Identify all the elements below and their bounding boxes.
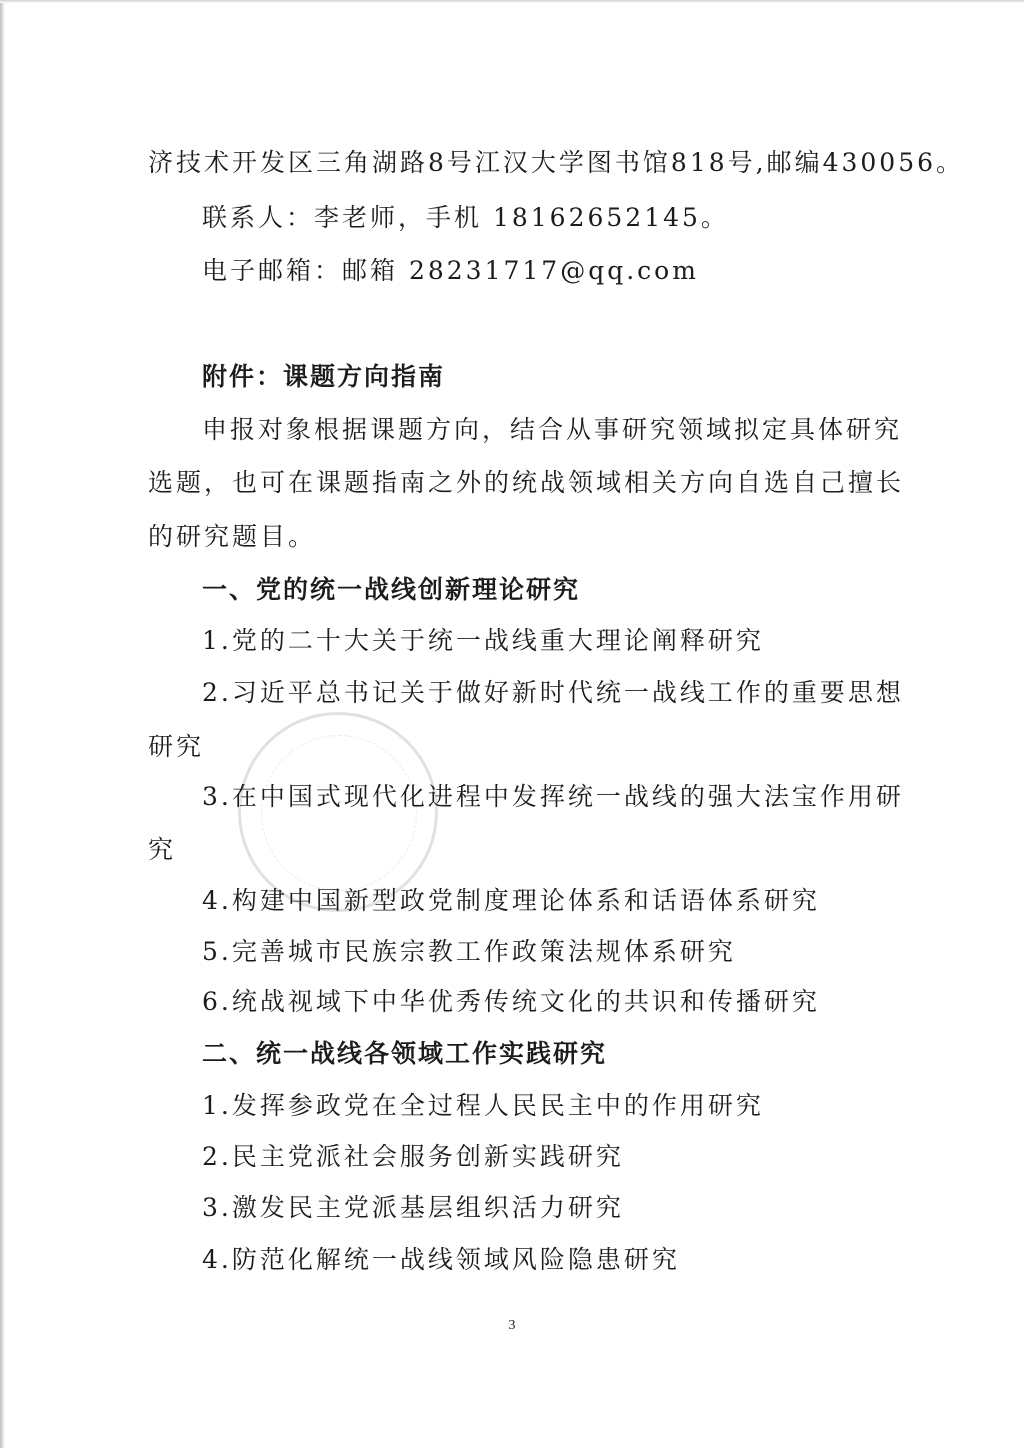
list-item: 4.构建中国新型政党制度理论体系和话语体系研究 bbox=[202, 886, 820, 915]
section-heading: 二、统一战线各领域工作实践研究 bbox=[202, 1039, 608, 1068]
list-item: 2.习近平总书记关于做好新时代统一战线工作的重要思想 bbox=[202, 678, 904, 707]
list-item: 3.激发民主党派基层组织活力研究 bbox=[202, 1193, 624, 1222]
contact-line: 联系人：李老师，手机 18162652145。 bbox=[202, 203, 729, 232]
email-line: 电子邮箱：邮箱 28231717@qq.com bbox=[202, 256, 699, 285]
scan-edge bbox=[0, 0, 5, 1448]
address-line: 济技术开发区三角湖路8号江汉大学图书馆818号,邮编430056。 bbox=[148, 148, 965, 177]
list-item-continuation: 研究 bbox=[148, 732, 205, 761]
list-item: 3.在中国式现代化进程中发挥统一战线的强大法宝作用研 bbox=[202, 782, 904, 811]
list-item-continuation: 究 bbox=[148, 835, 177, 864]
intro-line: 申报对象根据课题方向，结合从事研究领域拟定具体研究 bbox=[202, 415, 903, 444]
page-number: 3 bbox=[508, 1318, 516, 1333]
list-item: 6.统战视域下中华优秀传统文化的共识和传播研究 bbox=[202, 987, 820, 1016]
intro-line: 的研究题目。 bbox=[148, 522, 317, 551]
list-item: 1.党的二十大关于统一战线重大理论阐释研究 bbox=[202, 626, 764, 655]
list-item: 5.完善城市民族宗教工作政策法规体系研究 bbox=[202, 937, 736, 966]
scan-edge-top bbox=[0, 0, 1024, 3]
attachment-title: 附件：课题方向指南 bbox=[202, 362, 446, 391]
section-heading: 一、党的统一战线创新理论研究 bbox=[202, 575, 581, 604]
list-item: 1.发挥参政党在全过程人民民主中的作用研究 bbox=[202, 1091, 764, 1120]
faded-seal-stamp bbox=[238, 712, 438, 912]
intro-line: 选题，也可在课题指南之外的统战领域相关方向自选自己擅长 bbox=[148, 468, 905, 497]
list-item: 4.防范化解统一战线领域风险隐患研究 bbox=[202, 1245, 680, 1274]
list-item: 2.民主党派社会服务创新实践研究 bbox=[202, 1142, 624, 1171]
